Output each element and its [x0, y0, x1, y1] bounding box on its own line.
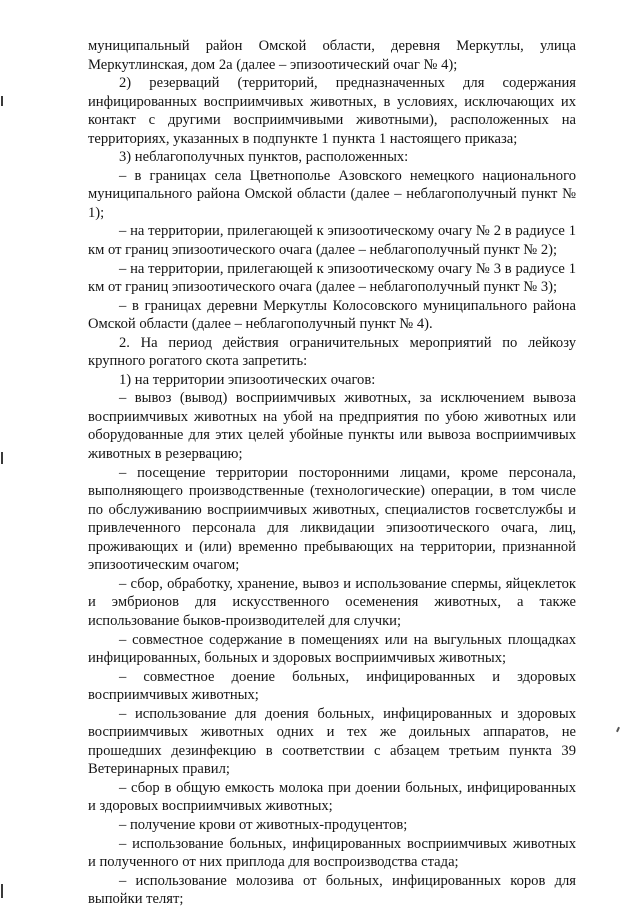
margin-pen-mark: [616, 727, 620, 732]
paragraph-ban-colostrum: – использование молозива от больных, инфицированных коров для выпойки телят;: [88, 872, 576, 908]
document-body: [88, 37, 576, 909]
scan-edge-mark: [1, 884, 3, 898]
paragraph-ban-removal: – вывоз (вывод) восприимчивых животных, за исключением вывоза восприимчивых животных на убой на предприятия по убою животных или оборудованные для этих целей убойные пункты или вывоза восприимчивых животных в резервацию;: [88, 390, 576, 463]
paragraph-point-2: – на территории, прилегающей к эпизоотическому очагу № 2 в радиусе 1 км от границ эпизоотического очага (далее – неблагополучный пункт № 2);: [88, 223, 576, 259]
paragraph-point-4: – в границах деревни Меркутлы Колосовского муниципального района Омской области (далее – неблагополучный пункт № 4).: [88, 297, 576, 333]
scan-edge-mark: [1, 452, 3, 464]
paragraph-ban-joint-milking: – совместное доение больных, инфицированных и здоровых восприимчивых животных;: [88, 668, 576, 704]
paragraph-outbreak-territory: 1) на территории эпизоотических очагов:: [119, 371, 376, 388]
paragraph-address-continuation: муниципальный район Омской области, деревня Меркутлы, улица Меркутлинская, дом 2а (далее – эпизоотический очаг № 4);: [88, 38, 576, 73]
paragraph-unfavorable-points: 3) неблагополучных пунктов, расположенных:: [119, 149, 409, 166]
paragraph-ban-semen: – сбор, обработку, хранение, вывоз и использование спермы, яйцеклеток и эмбрионов для искусственного осеменения животных, а также использование быков-производителей для случки;: [88, 575, 576, 629]
paragraph-section-2: 2. На период действия ограничительных мероприятий по лейкозу крупного рогатого скота запретить:: [88, 334, 576, 370]
paragraph-ban-visits: – посещение территории посторонними лицами, кроме персонала, выполняющего производственные (технологические) операции, в том числе по обслуживанию восприимчивых животных, специалистов госветслужбы и привлеченного персонала для ликвидации эпизоотического очага, лиц, проживающих и (или) временно пребывающих на территории, признанной эпизоотическим очагом;: [88, 464, 576, 574]
paragraph-point-3: – на территории, прилегающей к эпизоотическому очагу № 3 в радиусе 1 км от границ эпизоотического очага (далее – неблагополучный пункт № 3);: [88, 260, 576, 296]
paragraph-point-1: – в границах села Цветнополье Азовского немецкого национального муниципального района Омской области (далее – неблагополучный пункт № 1);: [88, 167, 576, 221]
scan-edge-mark: [1, 96, 3, 106]
paragraph-ban-breeding: – использование больных, инфицированных восприимчивых животных и полученного от них приплода для воспроизводства стада;: [88, 835, 576, 871]
paragraph-ban-joint-housing: – совместное содержание в помещениях или на выгульных площадках инфицированных, больных и здоровых восприимчивых животных;: [88, 631, 576, 667]
paragraph-ban-blood: – получение крови от животных-продуцентов;: [119, 816, 408, 833]
paragraph-ban-milking-apparatus: – использование для доения больных, инфицированных и здоровых восприимчивых животных одних и тех же доильных аппаратов, не прошедших дезинфекцию в соответствии с абзацем третьим пункта 39 Ветеринарных правил;: [88, 705, 576, 778]
paragraph-reservations: 2) резерваций (территорий, предназначенных для содержания инфицированных восприимчивых животных, в условиях, исключающих их контакт с другими восприимчивыми животными), расположенных на территориях, указанных в подпункте 1 пункта 1 настоящего приказа;: [88, 75, 576, 147]
paragraph-ban-milk-collection: – сбор в общую емкость молока при доении больных, инфицированных и здоровых восприимчивых животных;: [88, 779, 576, 815]
